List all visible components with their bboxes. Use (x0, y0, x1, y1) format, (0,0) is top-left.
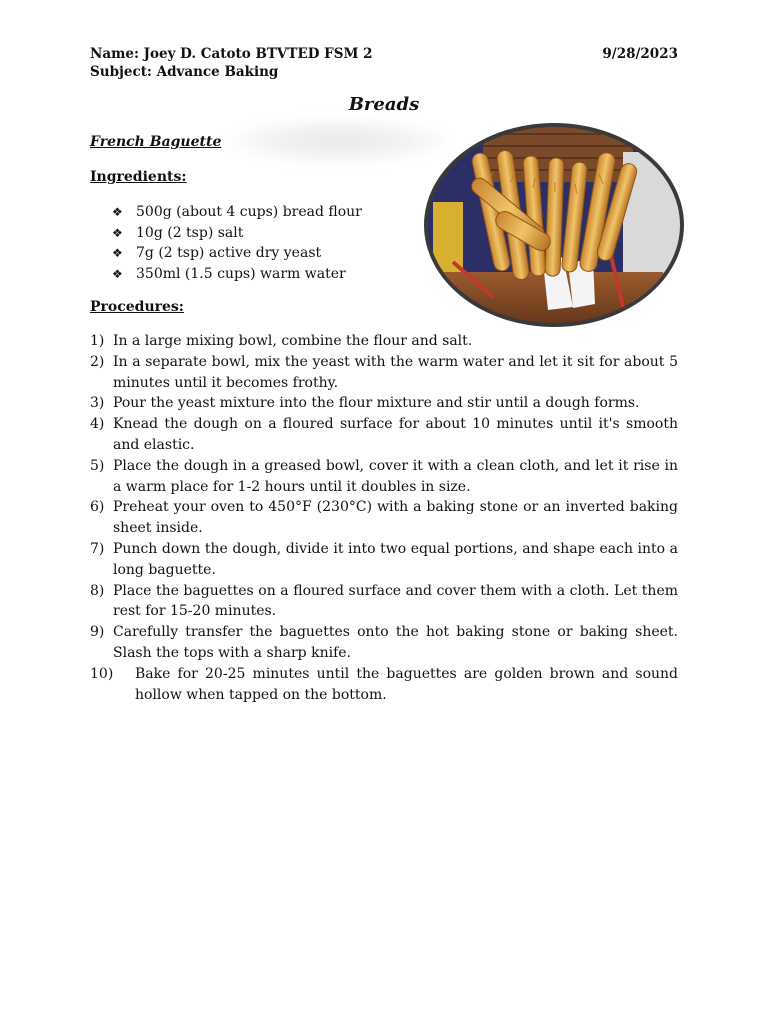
ingredient-text: 10g (2 tsp) salt (136, 224, 244, 241)
recipe-name: French Baguette (90, 134, 222, 150)
step-number: 1) (90, 333, 105, 349)
step-text: Place the dough in a greased bowl, cover it with a clean cloth, and let it rise in a warm place for 1-2 hours until it doubles in size. (113, 457, 678, 495)
procedure-step (90, 456, 678, 498)
step-number: 5) (90, 457, 105, 474)
ingredient-item (112, 223, 362, 244)
ingredient-item (112, 202, 362, 223)
step-number: 6) (90, 499, 105, 516)
step-number: 9) (90, 624, 105, 641)
procedure-step (90, 331, 678, 352)
step-number: 7) (90, 540, 105, 557)
step-text: Pour the yeast mixture into the flour mixture and stir until a dough forms. (113, 395, 640, 412)
procedure-step (90, 414, 678, 456)
step-number: 3) (90, 395, 105, 412)
bullet-diamond-icon: ❖ (112, 246, 123, 261)
procedure-step (90, 581, 678, 623)
ingredient-text: 7g (2 tsp) active dry yeast (136, 245, 322, 262)
ingredient-text: 350ml (1.5 cups) warm water (136, 266, 346, 283)
page-title: Breads (348, 94, 420, 115)
baguette-basket-illustration (423, 122, 685, 328)
bullet-diamond-icon: ❖ (112, 267, 123, 282)
header-subject-row (90, 64, 678, 80)
blurred-smudge (228, 118, 448, 164)
procedures-heading: Procedures: (90, 299, 184, 315)
step-number: 2) (90, 353, 105, 370)
step-number: 8) (90, 582, 105, 599)
procedure-step (90, 664, 678, 706)
header-name-row (90, 46, 678, 62)
procedure-step (90, 393, 678, 414)
subject-line: Subject: Advance Baking (90, 64, 279, 80)
ingredient-item (112, 243, 362, 264)
ingredient-text: 500g (about 4 cups) bread flour (136, 204, 362, 220)
step-text: Carefully transfer the baguettes onto the hot baking stone or baking sheet. Slash the tops with a sharp knife. (113, 624, 678, 661)
ingredient-item (112, 264, 362, 285)
bullet-diamond-icon: ❖ (112, 225, 123, 240)
student-name: Name: Joey D. Catoto BTVTED FSM 2 (90, 46, 373, 62)
procedure-step (90, 622, 678, 664)
step-text: In a large mixing bowl, combine the flour and salt. (113, 333, 473, 349)
bullet-diamond-icon: ❖ (112, 205, 123, 219)
step-text: Preheat your oven to 450°F (230°C) with a baking stone or an inverted baking sheet inside. (113, 499, 678, 537)
step-text: Punch down the dough, divide it into two equal portions, and shape each into a long baguette. (113, 540, 678, 578)
procedure-step (90, 497, 678, 539)
procedures-list (90, 331, 678, 705)
ingredients-heading: Ingredients: (90, 169, 187, 185)
step-text: Knead the dough on a floured surface for about 10 minutes until it's smooth and elastic. (113, 416, 678, 453)
step-number: 10) (90, 665, 114, 682)
procedure-step (90, 352, 678, 394)
step-text: In a separate bowl, mix the yeast with the warm water and let it sit for about 5 minutes until it becomes frothy. (113, 353, 678, 391)
document-date: 9/28/2023 (602, 46, 678, 62)
step-text: Place the baguettes on a floured surface and cover them with a cloth. Let them rest for 15-20 minutes. (113, 582, 678, 620)
procedure-step (90, 539, 678, 581)
baguette-photo (423, 122, 685, 328)
step-text: Bake for 20-25 minutes until the baguettes are golden brown and sound hollow when tapped on the bottom. (135, 665, 678, 703)
step-number: 4) (90, 416, 105, 433)
ingredients-list (112, 202, 362, 285)
